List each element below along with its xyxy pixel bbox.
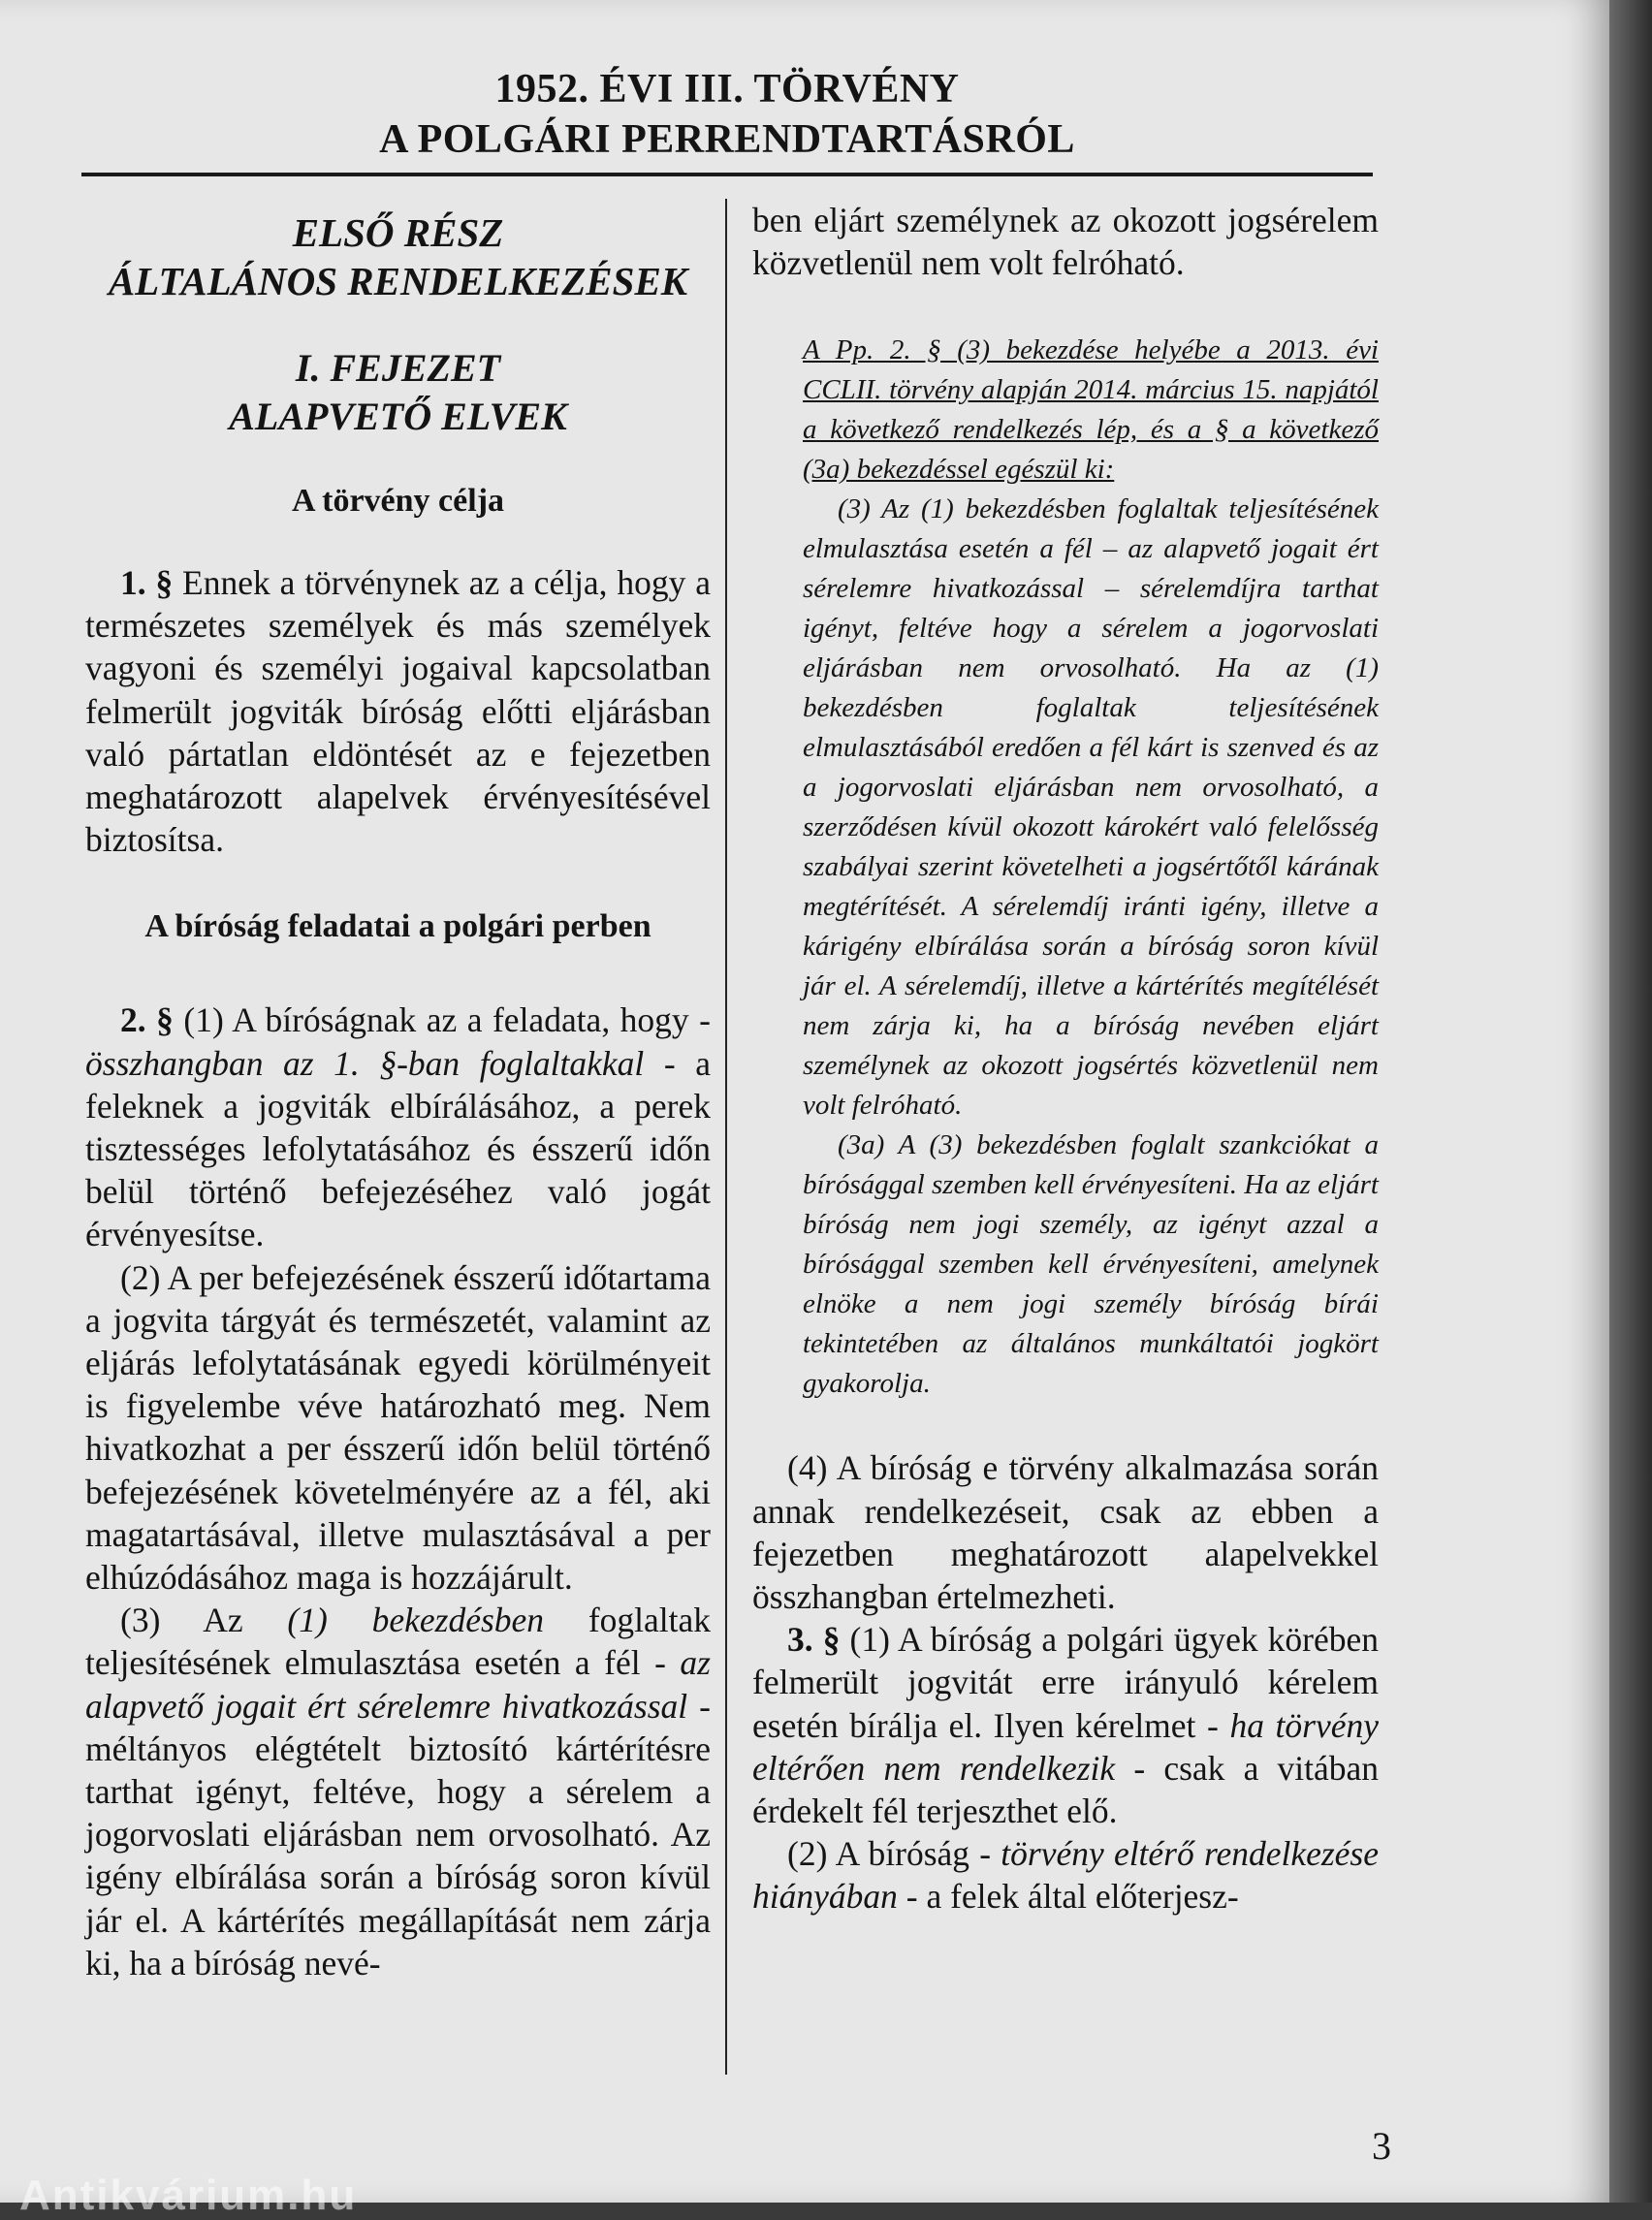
section-2-continuation: ben eljárt személynek az okozott jogsérelem közvetlenül nem volt felróható. <box>752 201 1379 283</box>
amendment-paragraph-3a: (3a) A (3) bekezdésben foglalt szankciókat a bírósággal szemben kell érvényesíteni. Ha az eljárt bíróság nem jogi személy, az igényt azzal a bírósággal szemben kell érvényesíteni, amelynek elnöke a nem jogi személy bíróság bírái tekintetében az általános munkáltatói jogkört gyakorolja. <box>803 1129 1379 1400</box>
chapter-title-line2: ALAPVETŐ ELVEK <box>229 395 567 438</box>
section-2-paragraph-3 <box>85 1599 711 1984</box>
section-3-p1-text-a: (1) A bíróság a polgári ügyek körében felmerült jogvitát erre irányuló kérelem esetén bírálja el. Ilyen kérelmet - <box>752 1620 1379 1745</box>
law-title-line1: 1952. ÉVI III. TÖRVÉNY <box>494 67 960 111</box>
chapter-title-line1: I. FEJEZET <box>295 346 501 390</box>
section-2-paragraph-2: (2) A per befejezésének ésszerű időtartama a jogvita tárgyát és természetét, valamint az eljárás lefolytatásának egyedi körülményeit is figyelembe véve határozható meg. Nem hivatkozhat a per ésszerű időn belül történő befejezésének követelményére az a fél, aki magatartásával, illetve mulasztásával a per elhúzódásához maga is hozzájárult. <box>85 1257 711 1598</box>
section-3-p1-text-b: - csak a vitában érdekelt fél terjeszthet elő. <box>752 1748 1379 1831</box>
column-divider <box>725 199 727 2075</box>
section-2-p3-text-b: foglaltak teljesítésének elmulasztása esetén a fél - <box>85 1601 711 1683</box>
amendment-note-block <box>803 331 1379 1404</box>
section-3-paragraph-2 <box>752 1832 1379 1918</box>
page-number: 3 <box>1372 2124 1391 2168</box>
section-3-p2-text-b: - a felek által előterjesz- <box>897 1877 1239 1917</box>
section-2-p3-text-c: - méltányos elégtételt biztosító kártérítésre tarthat igényt, feltéve, hogy a sérelem a jogorvoslati eljárásban nem orvosolható. Az igény elbírálása során a bíróság soron kívül jár el. A kártérítés megállapítását nem zárja ki, ha a bíróság nevé- <box>85 1686 711 1982</box>
section-3-number: 3. § <box>787 1620 841 1660</box>
section-2-p3-italic-2: az alapvető jogait ért sérelemre hivatkozással <box>85 1643 711 1726</box>
amendment-body <box>803 490 1379 1404</box>
section-3-p2-italic: törvény eltérő rendelkezése hiányában <box>752 1834 1379 1917</box>
header-rule <box>81 173 1373 176</box>
section-1-text: Ennek a törvénynek az a célja, hogy a természetes személyek és más személyek vagyoni és személyi jogaival kapcsolatban felmerült jogviták bíróság előtti eljárásban való pártatlan eldöntését az e fejezetben meghatározott alapelvek érvényesítésével biztosítsa. <box>85 563 711 860</box>
section-2-paragraph-4: (4) A bíróság e törvény alkalmazása során annak rendelkezéseit, csak az ebben a fejezetben meghatározott alapelvekkel összhangban értelmezheti. <box>752 1448 1379 1617</box>
section-1-paragraph <box>85 561 711 861</box>
part-title-line1: ELSŐ RÉSZ <box>292 210 504 255</box>
section-2-p1-italic: összhangban az 1. §-ban foglaltakkal <box>85 1043 645 1083</box>
section-heading-purpose: A törvény célja <box>291 483 505 519</box>
section-2-p1-text-b: - a feleknek a jogviták elbírálásához, a perek tisztességes lefolytatásához és ésszerű időn belül történő befejezéséhez való jogát érvényesítse. <box>85 1043 711 1254</box>
watermark: Antikvárium.hu <box>19 2172 358 2219</box>
section-2-paragraph-1 <box>85 999 711 1255</box>
section-1-number: 1. § <box>120 563 174 602</box>
section-2-p3-text-a: (3) Az <box>120 1601 288 1640</box>
law-title-line2: A POLGÁRI PERRENDTARTÁSRÓL <box>379 117 1075 162</box>
section-2-number: 2. § <box>120 1000 174 1040</box>
left-column <box>85 199 711 1984</box>
amendment-note: A Pp. 2. § (3) bekezdése helyébe a 2013. évi CCLII. törvény alapján 2014. március 15. napjától a következő rendelkezés lép, és a § a következő (3a) bekezdéssel egészül ki: <box>803 334 1379 486</box>
book-edge <box>1609 0 1652 2203</box>
law-title <box>78 64 1377 165</box>
part-title-line2: ÁLTALÁNOS RENDELKEZÉSEK <box>108 259 688 303</box>
part-title <box>85 208 711 305</box>
section-3-p2-text-a: (2) A bíróság - <box>787 1834 1001 1874</box>
chapter-title <box>85 344 711 441</box>
section-2-p1-text-a: (1) A bíróságnak az a feladata, hogy - <box>173 1000 712 1040</box>
section-heading-court-duties: A bíróság feladatai a polgári perben <box>144 908 651 945</box>
amendment-paragraph-3: (3) Az (1) bekezdésben foglaltak teljesítésének elmulasztása esetén a fél – az alapvető jogait ért sérelemre hivatkozással – sérelemdíjra tarthat igényt, feltéve hogy a sérelem a jogorvoslati eljárásban nem orvosolható. Ha az (1) bekezdésben foglaltak teljesítésének elmulasztásából eredően a fél kárt is szenved és az a jogorvoslati eljárásban nem orvosolható, a szerződésen kívül okozott károkért való felelősség szabályai szerint követelheti a jogsértőtől kárának megtérítését. A sérelemdíj iránti igény, illetve a kárigény elbírálása során a bíróság soron kívül jár el. A sérelemdíj, illetve a kártérítés megítélését nem zárja ki, ha a bíróság nevében eljárt személynek az okozott jogsértés közvetlenül nem volt felróható. <box>803 493 1379 1122</box>
right-column <box>752 199 1379 1919</box>
section-3-p1-italic: ha törvény eltérően nem rendelkezik <box>752 1705 1380 1788</box>
section-2-p3-italic-1: (1) bekezdésben <box>287 1601 545 1640</box>
section-3-paragraph-1 <box>752 1618 1379 1832</box>
